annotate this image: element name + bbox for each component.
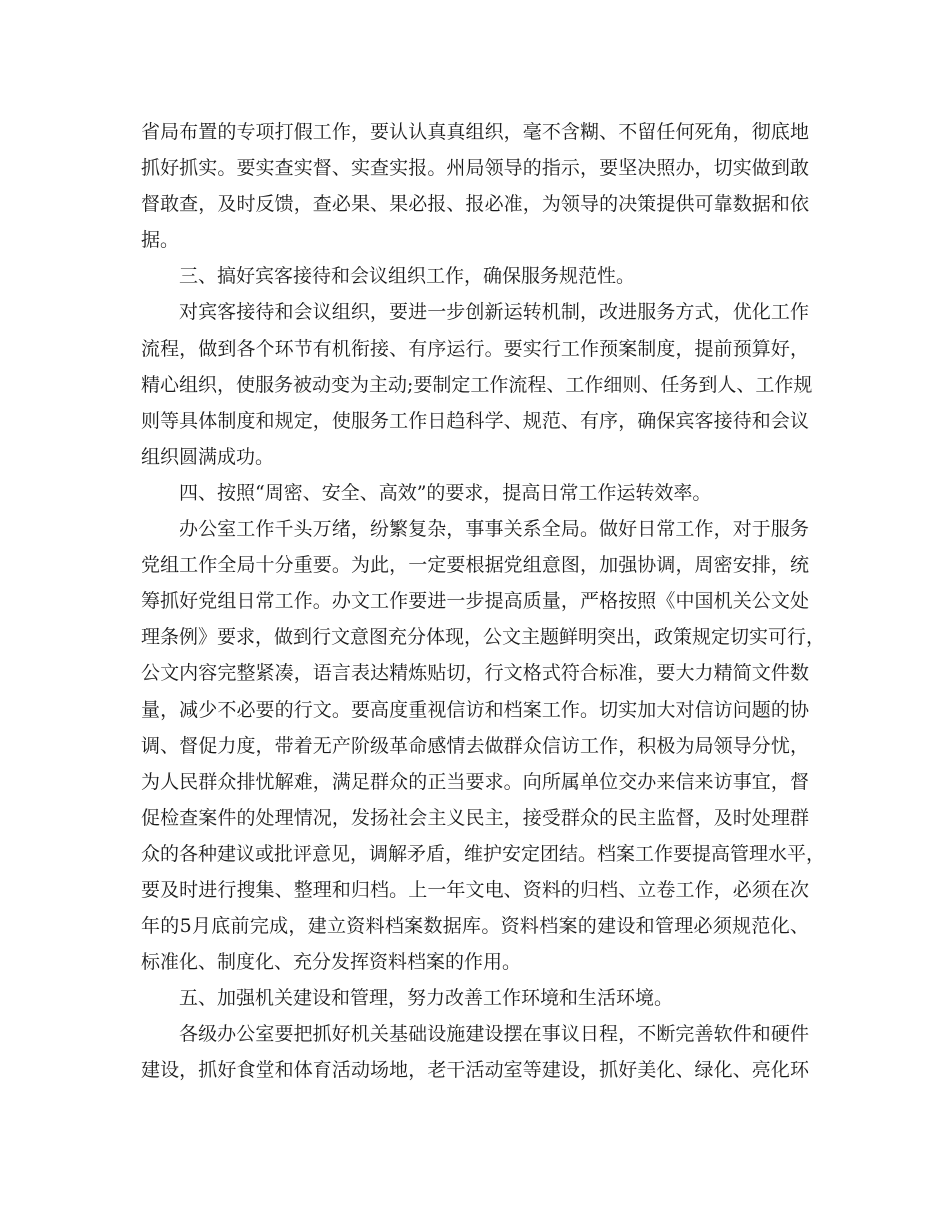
text-line: 组织圆满成功。 [141, 445, 275, 468]
text-line: 流程，做到各个环节有机衔接、有序运行。要实行工作预案制度，提前预算好， [141, 337, 809, 360]
text-line: 抓好抓实。要实查实督、实查实报。州局领导的指示，要坚决照办，切实做到敢 [141, 157, 809, 180]
document-body [141, 114, 826, 1089]
text-line: 省局布置的专项打假工作，要认认真真组织，毫不含糊、不留任何死角，彻底地 [141, 121, 809, 143]
text-line: 对宾客接待和会议组织，要进一步创新运转机制，改进服务方式，优化工作 [179, 301, 809, 324]
text-line: 公文内容完整紧凑，语言表达精炼贴切，行文格式符合标准，要大力精简文件数 [141, 662, 809, 685]
text-line: 为人民群众排忧解难，满足群众的正当要求。向所属单位交办来信来访事宜，督 [141, 770, 809, 793]
text-line: 量，减少不必要的行文。要高度重视信访和档案工作。切实加大对信访问题的协 [141, 698, 809, 721]
text-line: 建设，抓好食堂和体育活动场地，老干活动室等建设，抓好美化、绿化、亮化环 [141, 1059, 809, 1082]
text-line: 各级办公室要把抓好机关基础设施建设摆在事议日程，不断完善软件和硬件 [179, 1023, 809, 1046]
text-line: 标准化、制度化、充分发挥资料档案的作用。 [141, 951, 522, 974]
text-line: 理条例》要求，做到行文意图充分体现，公文主题鲜明突出，政策规定切实可行， [141, 626, 826, 649]
text-line: 党组工作全局十分重要。为此，一定要根据党组意图，加强协调，周密安排，统 [141, 554, 809, 577]
text-line: 调、督促力度，带着无产阶级革命感情去做群众信访工作，积极为局领导分忧， [141, 734, 809, 757]
text-line: 则等具体制度和规定，使服务工作日趋科学、规范、有序，确保宾客接待和会议 [141, 409, 809, 432]
text-line: 四、按照“周密、安全、高效”的要求，提高日常工作运转效率。 [179, 481, 712, 504]
text-line: 促检查案件的处理情况，发扬社会主义民主，接受群众的民主监督，及时处理群 [141, 806, 809, 829]
text-line: 要及时进行搜集、整理和归档。上一年文电、资料的归档、立卷工作，必须在次 [141, 878, 809, 901]
text-line: 众的各种建议或批评意见，调解矛盾，维护安定团结。档案工作要提高管理水平， [141, 842, 826, 865]
text-line: 办公室工作千头万绪，纷繁复杂，事事关系全局。做好日常工作，对于服务 [179, 518, 809, 541]
text-line: 三、搞好宾客接待和会议组织工作，确保服务规范性。 [179, 265, 636, 288]
text-line: 年的5月底前完成，建立资料档案数据库。资料档案的建设和管理必须规范化、 [141, 915, 809, 938]
text-line: 五、加强机关建设和管理，努力改善工作环境和生活环境。 [179, 987, 674, 1010]
text-line: 精心组织，使服务被动变为主动;要制定工作流程、工作细则、任务到人、工作规 [141, 373, 813, 396]
text-line: 筹抓好党组日常工作。办文工作要进一步提高质量，严格按照《中国机关公文处 [141, 590, 809, 613]
text-line: 据。 [141, 229, 180, 252]
text-line: 督敢查，及时反馈，查必果、果必报、报必准，为领导的决策提供可靠数据和依 [141, 193, 809, 216]
